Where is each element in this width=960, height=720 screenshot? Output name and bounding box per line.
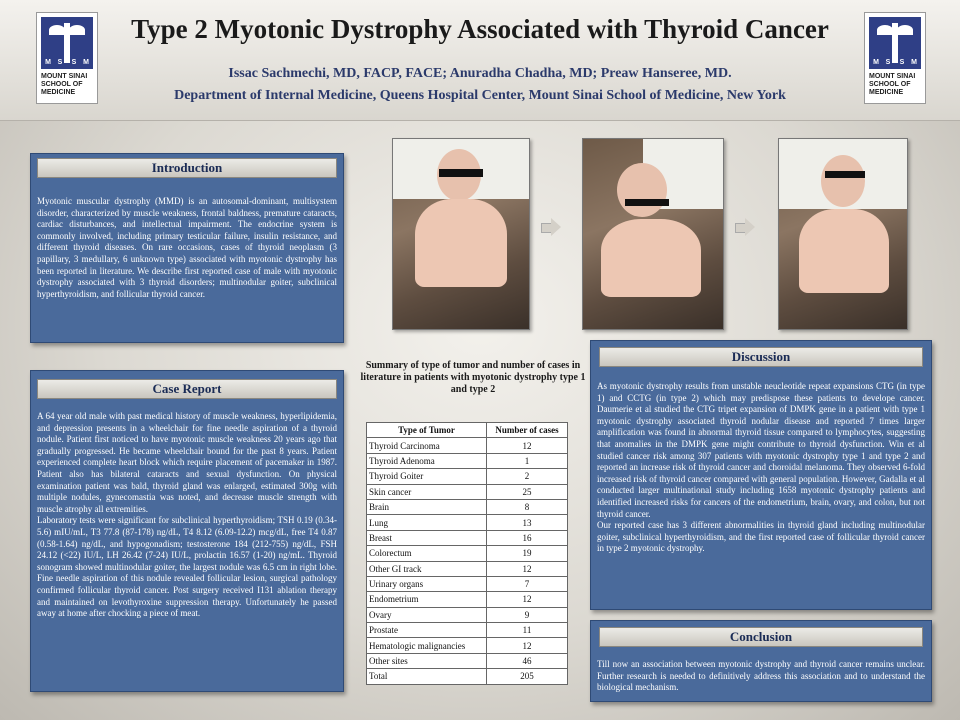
table-row	[367, 561, 568, 576]
patient-photo-3	[778, 138, 908, 330]
case-count: 9	[486, 607, 567, 622]
tumor-type: Colorectum	[367, 546, 487, 561]
table-row	[367, 453, 568, 468]
tumor-type: Urinary organs	[367, 576, 487, 591]
tumor-type: Total	[367, 669, 487, 684]
tumor-type: Thyroid Carcinoma	[367, 438, 487, 453]
table-row	[367, 653, 568, 668]
poster-authors: Issac Sachmechi, MD, FACP, FACE; Anuradha Chadha, MD; Preaw Hanseree, MD.	[228, 66, 732, 81]
tumor-type: Hematologic malignancies	[367, 638, 487, 653]
case-count: 12	[486, 638, 567, 653]
case-count: 1	[486, 453, 567, 468]
tumor-type: Other GI track	[367, 561, 487, 576]
poster-header	[0, 0, 960, 121]
table-header-tumor: Type of Tumor	[367, 423, 487, 438]
table-row	[367, 499, 568, 514]
tumor-type: Prostate	[367, 623, 487, 638]
tumor-type: Thyroid Adenoma	[367, 453, 487, 468]
tumor-type: Brain	[367, 499, 487, 514]
case-count: 205	[486, 669, 567, 684]
table-row	[367, 638, 568, 653]
discussion-paragraph-2: Our reported case has 3 different abnormalities in thyroid gland including multinodular goiter, subclinical hyperthyroidism, and the first reported case of follicular thyroid cancer in type 2 myotonic dystrophy.	[597, 520, 925, 554]
case-count: 13	[486, 515, 567, 530]
patient-photo-1	[392, 138, 530, 330]
table-row	[367, 438, 568, 453]
introduction-panel	[30, 153, 344, 343]
caduceus-icon: M S S M	[869, 17, 921, 69]
case-count: 25	[486, 484, 567, 499]
table-caption: Summary of type of tumor and number of cases in literature in patients with myotonic dystrophy type 1 and type 2	[360, 360, 586, 395]
case-count: 19	[486, 546, 567, 561]
table-row	[367, 469, 568, 484]
case-count: 46	[486, 653, 567, 668]
mount-sinai-logo-left	[36, 12, 98, 104]
case-count: 12	[486, 438, 567, 453]
tumor-type: Lung	[367, 515, 487, 530]
case-report-paragraph-2: Laboratory tests were significant for subclinical hyperthyroidism; TSH 0.19 (0.34-5.6) mIU/mL, T3 77.8 (87-178) ng/dL, T4 8.12 (6.09-12.2) mcg/dL, free T4 0.87 (0.58-1.64) ng/dL, and hypogonadism; testosterone 184 (212-755) ng/dL, FSH 24.12 (<22) IU/L, LH 26.42 (7-24) IU/L, prolactin 16.57 (1-20) ng/mL. Thyroid sonogram showed multinodular goiter, the largest nodule was 6.5 cm in right lobe. Fine needle aspiration of this nodule revealed follicular lesion, surgical pathology confirmed follicular thyroid cancer. Post surgery received I131 ablation therapy and maintained on levothyroxine suppression therapy. Unfortunately he passed away at home after chocking a piece of meat.	[37, 515, 337, 619]
mount-sinai-logo-right	[864, 12, 926, 104]
case-count: 12	[486, 592, 567, 607]
case-count: 12	[486, 561, 567, 576]
case-count: 11	[486, 623, 567, 638]
case-report-text	[37, 411, 337, 620]
table-row	[367, 592, 568, 607]
table-row	[367, 607, 568, 622]
logo-school-name: MOUNT SINAI SCHOOL OF MEDICINE	[41, 73, 88, 96]
tumor-type: Other sites	[367, 653, 487, 668]
case-report-panel	[30, 370, 344, 692]
case-count: 7	[486, 576, 567, 591]
table-row	[367, 530, 568, 545]
tumor-type: Endometrium	[367, 592, 487, 607]
table-header-row	[367, 423, 568, 438]
conclusion-panel	[590, 620, 932, 702]
poster-title: Type 2 Myotonic Dystrophy Associated with Thyroid Cancer	[131, 14, 829, 44]
table-row	[367, 515, 568, 530]
caduceus-icon: M S S M	[41, 17, 93, 69]
discussion-paragraph-1: As myotonic dystrophy results from unstable neucleotide repeat expansions CTG (in type 1) and CCTG (in type 2) which may predispose these patients to develope cancer. Daumerie et al studied the CTG tripet expansion of DMPK gene in a patient with type 1 myotonic dystrophy associated thyroid nodular disease and reported 7 times larger amplification was found in abnormal thyroid tissue compared to lymphocytes, suggesting that anomalies in the DMPK gene might contribute to thyroid dysfunction. Win et al studied cancer risk among 307 patients with myotonic dystrophy type 1 and type 2 and reported an increase risk of thyroid cancer and choroidal melanoma. They observed 6-fold increased risk of thyroid cancer compared with general population. However, Gadalla et al conducted larger multinational study including 1658 myotonic dystrophy patients and identified increased risks for cancers of the endometrium, brain, ovary, and colon, but not thyroid cancer.	[597, 381, 925, 519]
introduction-title: Introduction	[37, 158, 337, 178]
logo-school-name: MOUNT SINAI SCHOOL OF MEDICINE	[869, 73, 916, 96]
table-row	[367, 546, 568, 561]
case-count: 2	[486, 469, 567, 484]
tumor-type: Skin cancer	[367, 484, 487, 499]
case-report-title: Case Report	[37, 379, 337, 399]
case-report-paragraph-1: A 64 year old male with past medical history of muscle weakness, hyperlipidemia, and depression presents in a wheelchair for fine needle aspiration of a thyroid nodule. Patient first noticed to have myotonic muscle weakness 20 years ago that gradually progressed. He became wheelchair bound for the past 8 years. Patient experienced complete heart block which require placement of pacemaker in 1987. Patient also has bilateral cataracts and sexual dysfunction. On physical examination patient was bald, thyroid gland was enlarged, estimated 300g with multiple nodules, gynecomastia was noted, and decrease muscle strength with muscle atrophy all extremities.	[37, 411, 337, 514]
tumor-type: Ovary	[367, 607, 487, 622]
tumor-summary-table	[366, 422, 568, 685]
table-row	[367, 669, 568, 684]
table-row	[367, 484, 568, 499]
tumor-type: Breast	[367, 530, 487, 545]
poster-department: Department of Internal Medicine, Queens Hospital Center, Mount Sinai School of Medicine, New York	[174, 88, 786, 103]
patient-photo-2	[582, 138, 724, 330]
discussion-title: Discussion	[599, 347, 923, 367]
introduction-text: Myotonic muscular dystrophy (MMD) is an autosomal-dominant, multisystem disorder, characterized by muscle weakness, frontal baldness, premature cataracts, cardiac disturbances, and intellectual impairment. The endocrine system is commonly involved, including primary testicular failure, insulin resistance, and different thyroid diseases. On rare occasions, cases of thyroid neoplasm (3 papillary, 3 medullary, 6 unknown type) associated with myotonic dystrophy has been reported in literature. We describe first reported case of male with myotonic dystrophy associated with 3 thyroid disorders; multinodular goiter, subclinical hyperthyroidism, and follicular thyroid cancer.	[37, 196, 337, 299]
case-count: 16	[486, 530, 567, 545]
discussion-text	[597, 381, 925, 555]
table-row	[367, 576, 568, 591]
case-count: 8	[486, 499, 567, 514]
conclusion-text: Till now an association between myotonic dystrophy and thyroid cancer remains unclear. Further research is needed to definitively address this association and to understand the biological mechanism.	[597, 659, 925, 693]
tumor-type: Thyroid Goiter	[367, 469, 487, 484]
conclusion-title: Conclusion	[599, 627, 923, 647]
table-header-cases: Number of cases	[486, 423, 567, 438]
table-row	[367, 623, 568, 638]
discussion-panel	[590, 340, 932, 610]
